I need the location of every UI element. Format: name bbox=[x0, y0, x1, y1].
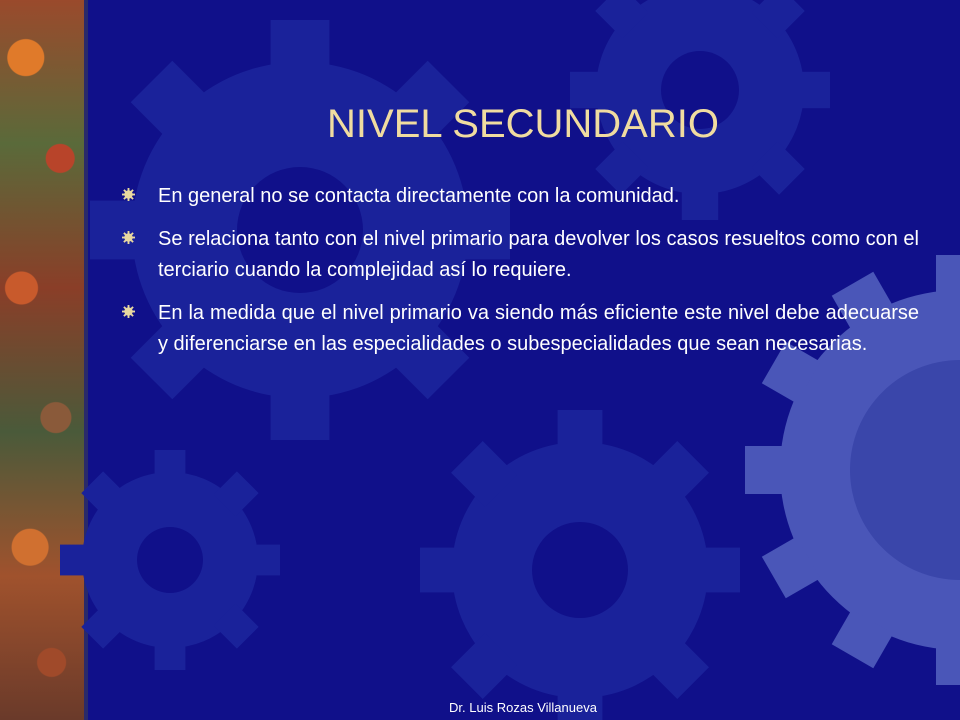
gear-shape bbox=[60, 450, 280, 670]
bullet-item bbox=[122, 298, 919, 360]
bullet-item bbox=[122, 181, 919, 212]
bullet-text: En la medida que el nivel primario va siendo más eficiente este nivel debe adecuarse y diferenciarse en las especialidades o subespecialidades que sean necesarias. bbox=[158, 302, 919, 355]
gear-icon bbox=[122, 188, 135, 201]
gear-icon bbox=[122, 231, 135, 244]
gear-shape bbox=[420, 410, 740, 720]
bullet-text: En general no se contacta directamente con la comunidad. bbox=[158, 185, 680, 207]
bullet-text: Se relaciona tanto con el nivel primario para devolver los casos resueltos como con el terciario cuando la complejidad así lo requiere. bbox=[158, 228, 919, 281]
slide-title: NIVEL SECUNDARIO bbox=[327, 102, 719, 146]
bullet-list bbox=[122, 181, 919, 372]
bullet-item bbox=[122, 224, 919, 286]
gear-icon bbox=[122, 305, 135, 318]
slide-footer: Dr. Luis Rozas Villanueva bbox=[449, 700, 597, 715]
